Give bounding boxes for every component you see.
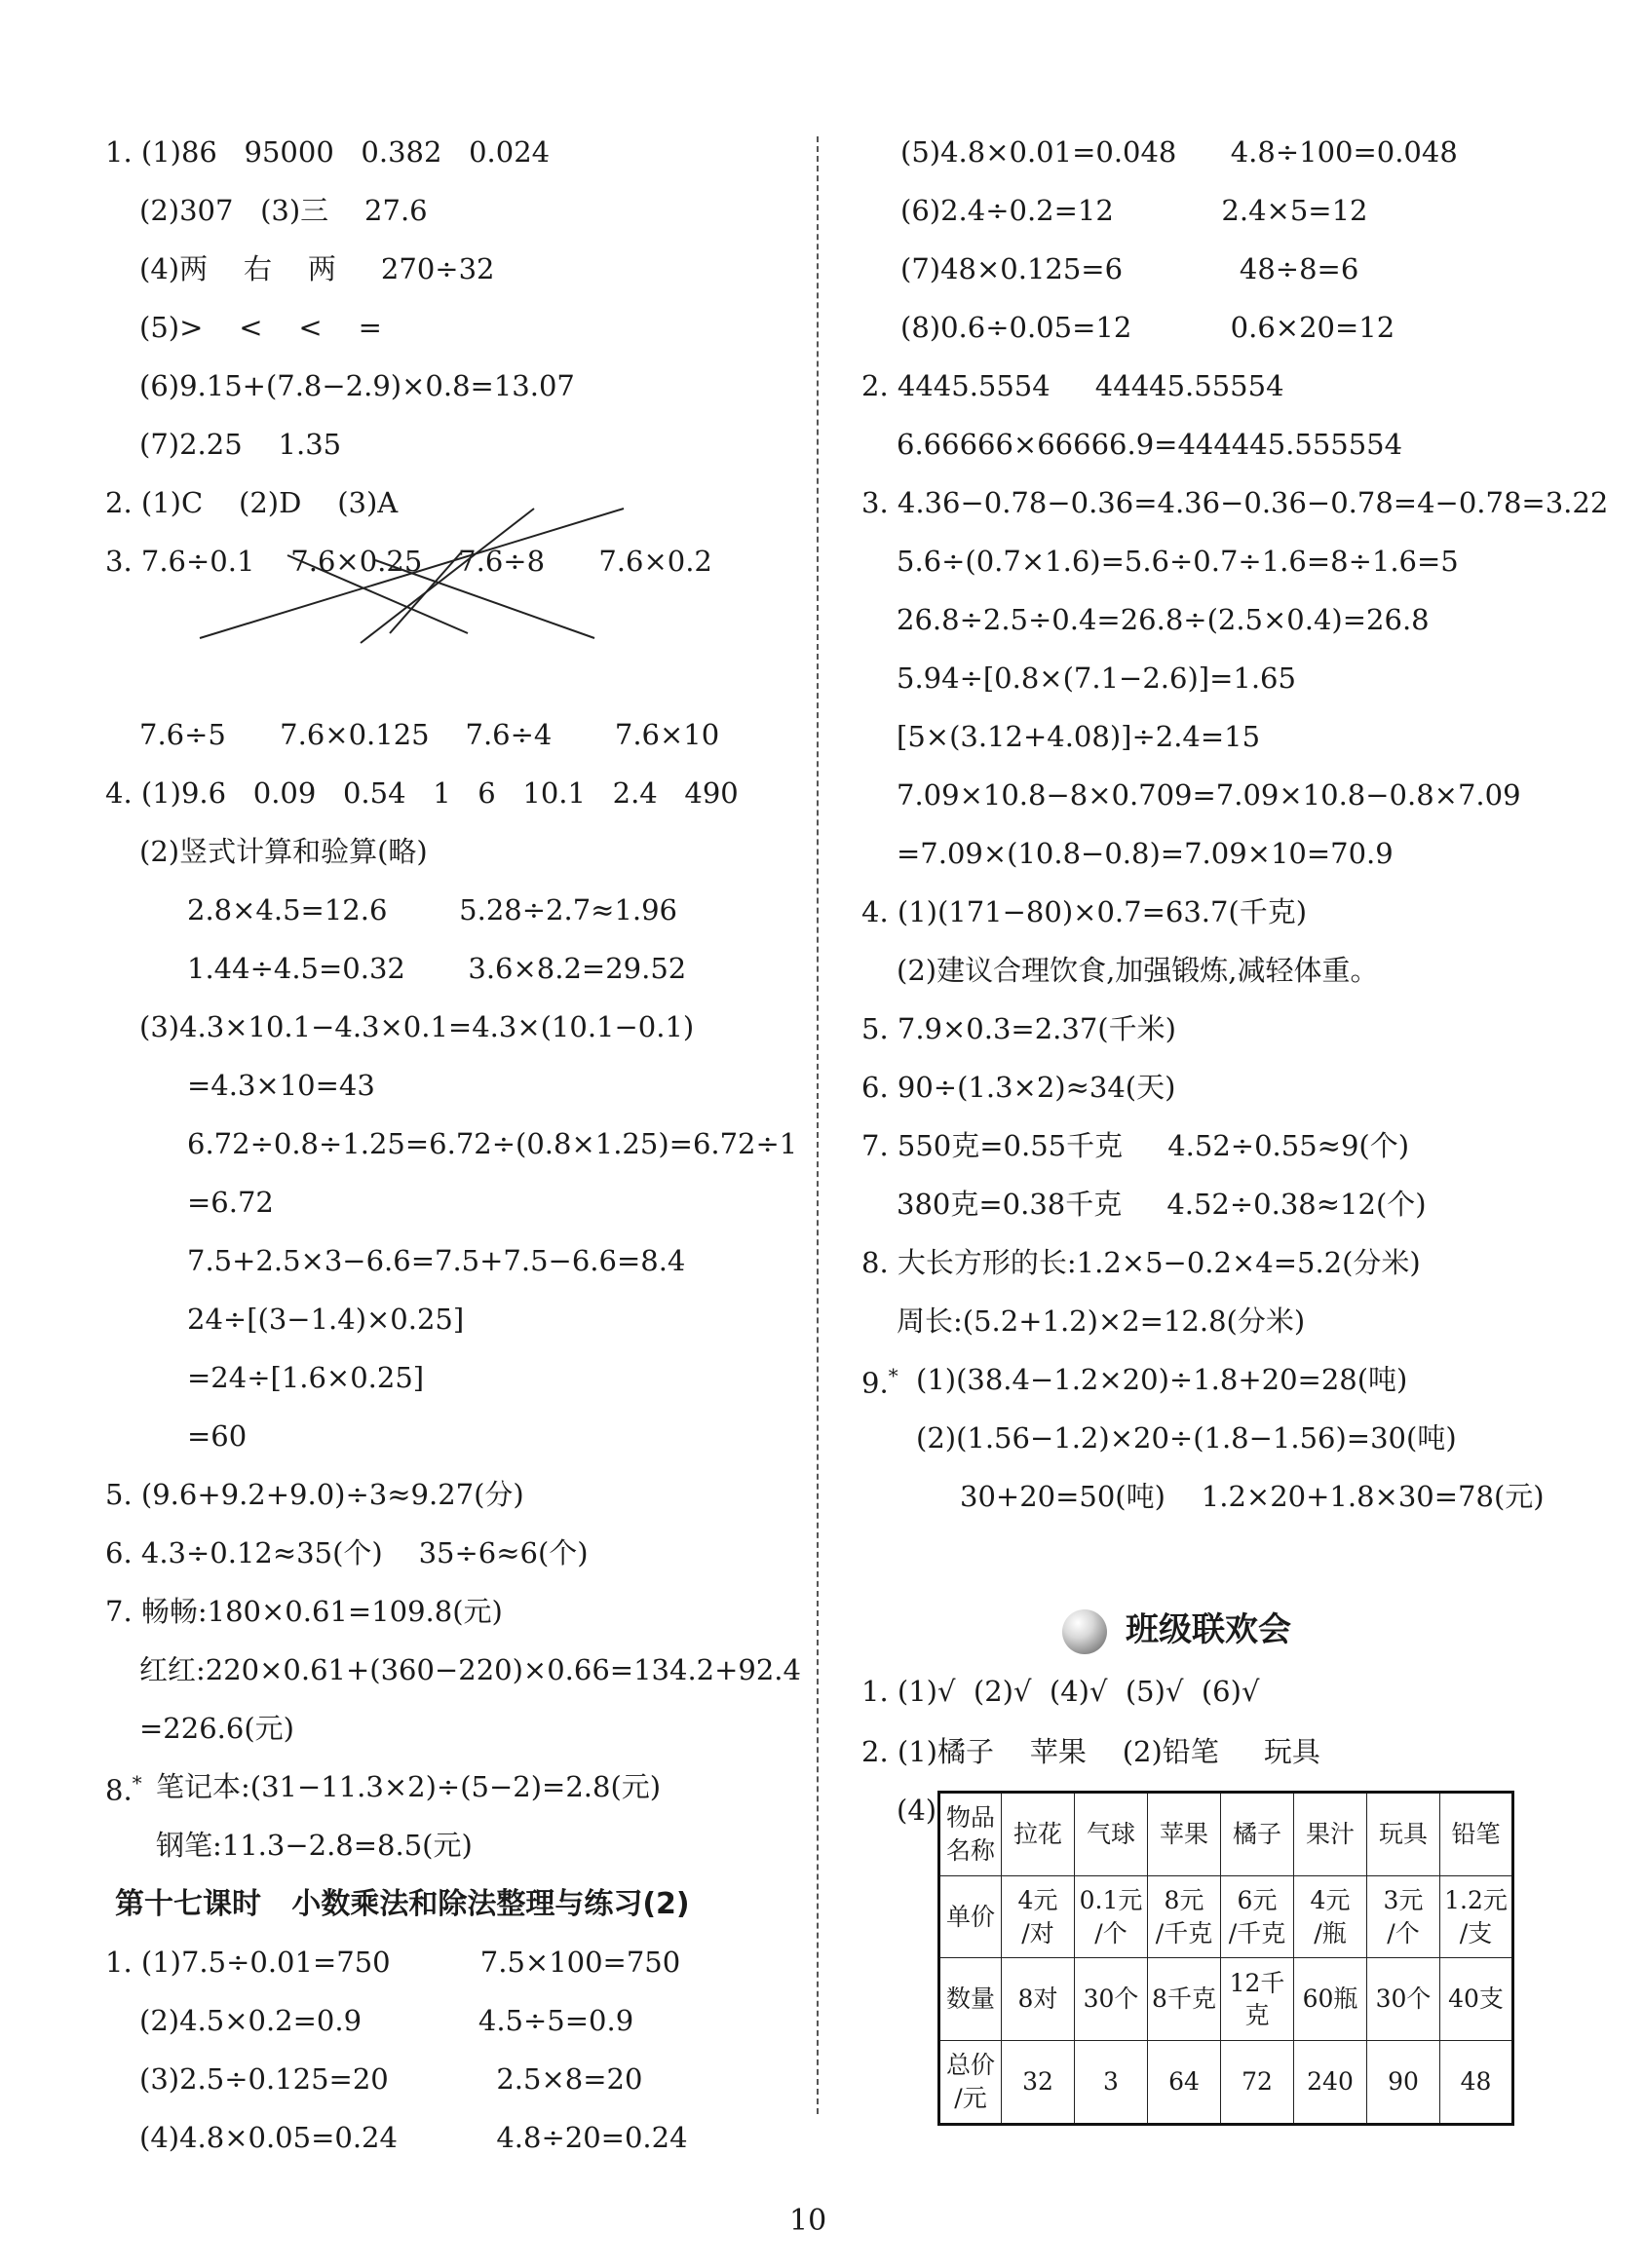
table-cell: 0.1元 /个 <box>1075 1875 1148 1958</box>
left-line: 1.44÷4.5=0.32 3.6×8.2=29.52 <box>187 952 687 985</box>
right-line: 6.66666×66666.9=444445.555554 <box>897 428 1403 461</box>
right-line: 26.8÷2.5÷0.4=26.8÷(2.5×0.4)=26.8 <box>897 603 1430 636</box>
table-cell: 拉花 <box>1002 1793 1075 1876</box>
table-cell: 32 <box>1002 2041 1075 2125</box>
table-cell: 72 <box>1221 2041 1294 2125</box>
table-cell: 6元 /千克 <box>1221 1875 1294 1958</box>
price-table <box>937 1791 1514 2126</box>
table-cell: 橘子 <box>1221 1793 1294 1876</box>
right-line: (7)48×0.125=6 48÷8=6 <box>900 252 1359 285</box>
right-line: (2)建议合理饮食,加强锻炼,减轻体重。 <box>897 954 1379 987</box>
right-line: (1)(38.4−1.2×20)÷1.8+20=28(吨) <box>916 1363 1408 1396</box>
match-line-5 <box>390 550 463 633</box>
table-cell: 苹果 <box>1148 1793 1221 1876</box>
table-row <box>939 1958 1513 2041</box>
right-line: (5)4.8×0.01=0.048 4.8÷100=0.048 <box>900 135 1458 169</box>
table-row <box>939 2041 1513 2125</box>
table-cell: 48 <box>1440 2041 1513 2125</box>
left-line: =24÷[1.6×0.25] <box>187 1361 425 1394</box>
left-line: 红红:220×0.61+(360−220)×0.66=134.2+92.4 <box>139 1653 801 1686</box>
right-line: 5.6÷(0.7×1.6)=5.6÷0.7÷1.6=8÷1.6=5 <box>897 545 1459 578</box>
left-line: 1. (1)7.5÷0.01=750 7.5×100=750 <box>105 1946 681 1979</box>
table-cell: 40支 <box>1440 1958 1513 2041</box>
table-cell: 总价 /元 <box>939 2041 1002 2125</box>
page-number: 10 <box>789 2204 827 2238</box>
right-line: [5×(3.12+4.08)]÷2.4=15 <box>897 720 1261 753</box>
left-line: (6)9.15+(7.8−2.9)×0.8=13.07 <box>139 369 575 402</box>
table-cell: 8千克 <box>1148 1958 1221 2041</box>
right-line: 3. 4.36−0.78−0.36=4.36−0.36−0.78=4−0.78=3.22 <box>861 486 1609 519</box>
left-line: (5)> < < = <box>139 311 382 344</box>
table-cell: 3 <box>1075 2041 1148 2125</box>
left-line: 6. 4.3÷0.12≈35(个) 35÷6≈6(个) <box>105 1536 589 1569</box>
left-line: 7.5+2.5×3−6.6=7.5+7.5−6.6=8.4 <box>187 1244 686 1277</box>
right-line: (8)0.6÷0.05=12 0.6×20=12 <box>900 311 1395 344</box>
left-line: 2. (1)C (2)D (3)A <box>105 486 399 519</box>
right-line: 7. 550克=0.55千克 4.52÷0.55≈9(个) <box>861 1129 1410 1162</box>
column-divider <box>817 136 819 2114</box>
right-line: =7.09×(10.8−0.8)=7.09×10=70.9 <box>897 837 1394 870</box>
table-row <box>939 1793 1513 1876</box>
left-line: 4. (1)9.6 0.09 0.54 1 6 10.1 2.4 490 <box>105 776 739 810</box>
right-line: 4. (1)(171−80)×0.7=63.7(千克) <box>861 895 1308 928</box>
left-line: (3)2.5÷0.125=20 2.5×8=20 <box>139 2062 643 2096</box>
table-cell: 数量 <box>939 1958 1002 2041</box>
table-cell: 8对 <box>1002 1958 1075 2041</box>
left-line: 24÷[(3−1.4)×0.25] <box>187 1303 465 1336</box>
table-cell: 玩具 <box>1367 1793 1440 1876</box>
left-line: =226.6(元) <box>139 1712 294 1745</box>
left-line-number: 8.* <box>105 1771 142 1807</box>
left-line: 2.8×4.5=12.6 5.28÷2.7≈1.96 <box>187 893 678 926</box>
left-line: =60 <box>187 1419 248 1453</box>
left-line: 7. 畅畅:180×0.61=109.8(元) <box>105 1595 503 1628</box>
table-cell: 8元 /千克 <box>1148 1875 1221 1958</box>
right-line: 5.94÷[0.8×(7.1−2.6)]=1.65 <box>897 662 1296 695</box>
match-line-3 <box>361 509 534 643</box>
table-row <box>939 1875 1513 1958</box>
table-cell: 60瓶 <box>1294 1958 1367 2041</box>
left-line: (4)两 右 两 270÷32 <box>139 252 495 285</box>
table-cell: 64 <box>1148 2041 1221 2125</box>
right-line: 30+20=50(吨) 1.2×20+1.8×30=78(元) <box>960 1480 1545 1513</box>
table-cell: 3元 /个 <box>1367 1875 1440 1958</box>
table-cell: 物品 名称 <box>939 1793 1002 1876</box>
left-line: =4.3×10=43 <box>187 1069 375 1102</box>
right-line: (2)(1.56−1.2)×20÷(1.8−1.56)=30(吨) <box>916 1421 1457 1455</box>
table-cell: 30个 <box>1367 1958 1440 2041</box>
table-cell: 4元 /对 <box>1002 1875 1075 1958</box>
left-line: (4)4.8×0.05=0.24 4.8÷20=0.24 <box>139 2121 688 2154</box>
table-cell: 240 <box>1294 2041 1367 2125</box>
section-bullet-icon <box>1062 1609 1107 1654</box>
match-line-4 <box>375 560 594 638</box>
section-title: 班级联欢会 <box>1126 1610 1291 1649</box>
left-line: (7)2.25 1.35 <box>139 428 342 461</box>
right-line: 2. (1)橘子 苹果 (2)铅笔 玩具 <box>861 1735 1320 1768</box>
left-line: 1. (1)86 95000 0.382 0.024 <box>105 135 551 169</box>
table-cell: 气球 <box>1075 1793 1148 1876</box>
right-line: 1. (1)√ (2)√ (4)√ (5)√ (6)√ <box>861 1675 1260 1708</box>
table-cell: 4元 /瓶 <box>1294 1875 1367 1958</box>
right-line: 8. 大长方形的长:1.2×5−0.2×4=5.2(分米) <box>861 1246 1421 1279</box>
match-line-2 <box>287 555 468 633</box>
left-line: 笔记本:(31−11.3×2)÷(5−2)=2.8(元) <box>156 1770 662 1803</box>
table-cell: 单价 <box>939 1875 1002 1958</box>
right-line-number: 9.* <box>861 1364 898 1400</box>
table-cell: 果汁 <box>1294 1793 1367 1876</box>
table-cell: 30个 <box>1075 1958 1148 2041</box>
right-line: (6)2.4÷0.2=12 2.4×5=12 <box>900 194 1368 227</box>
left-line: (2)4.5×0.2=0.9 4.5÷5=0.9 <box>139 2004 634 2037</box>
lesson-heading: 第十七课时 小数乘法和除法整理与练习(2) <box>115 1887 690 1921</box>
right-line: 7.09×10.8−8×0.709=7.09×10.8−0.8×7.09 <box>897 778 1521 812</box>
right-line: 380克=0.38千克 4.52÷0.38≈12(个) <box>897 1188 1427 1221</box>
left-line: 6.72÷0.8÷1.25=6.72÷(0.8×1.25)=6.72÷1 <box>187 1127 798 1160</box>
right-line: 5. 7.9×0.3=2.37(千米) <box>861 1012 1176 1045</box>
table-cell: 1.2元 /支 <box>1440 1875 1513 1958</box>
right-line: 2. 4445.5554 44445.55554 <box>861 369 1284 402</box>
right-line: 周长:(5.2+1.2)×2=12.8(分米) <box>897 1304 1306 1338</box>
right-line: 6. 90÷(1.3×2)≈34(天) <box>861 1071 1176 1104</box>
left-line: 7.6÷5 7.6×0.125 7.6÷4 7.6×10 <box>139 718 720 751</box>
left-line: =6.72 <box>187 1186 274 1219</box>
left-line: 钢笔:11.3−2.8=8.5(元) <box>156 1829 473 1862</box>
left-line: 3. 7.6÷0.1 7.6×0.25 7.6÷8 7.6×0.2 <box>105 545 712 578</box>
table-cell: 铅笔 <box>1440 1793 1513 1876</box>
table-cell: 90 <box>1367 2041 1440 2125</box>
left-line: (2)307 (3)三 27.6 <box>139 194 428 227</box>
left-line: 5. (9.6+9.2+9.0)÷3≈9.27(分) <box>105 1478 524 1511</box>
left-line: (3)4.3×10.1−4.3×0.1=4.3×(10.1−0.1) <box>139 1010 695 1043</box>
table-cell: 12千克 <box>1221 1958 1294 2041</box>
left-line: (2)竖式计算和验算(略) <box>139 835 428 868</box>
right-line: (4) <box>897 1794 937 1827</box>
